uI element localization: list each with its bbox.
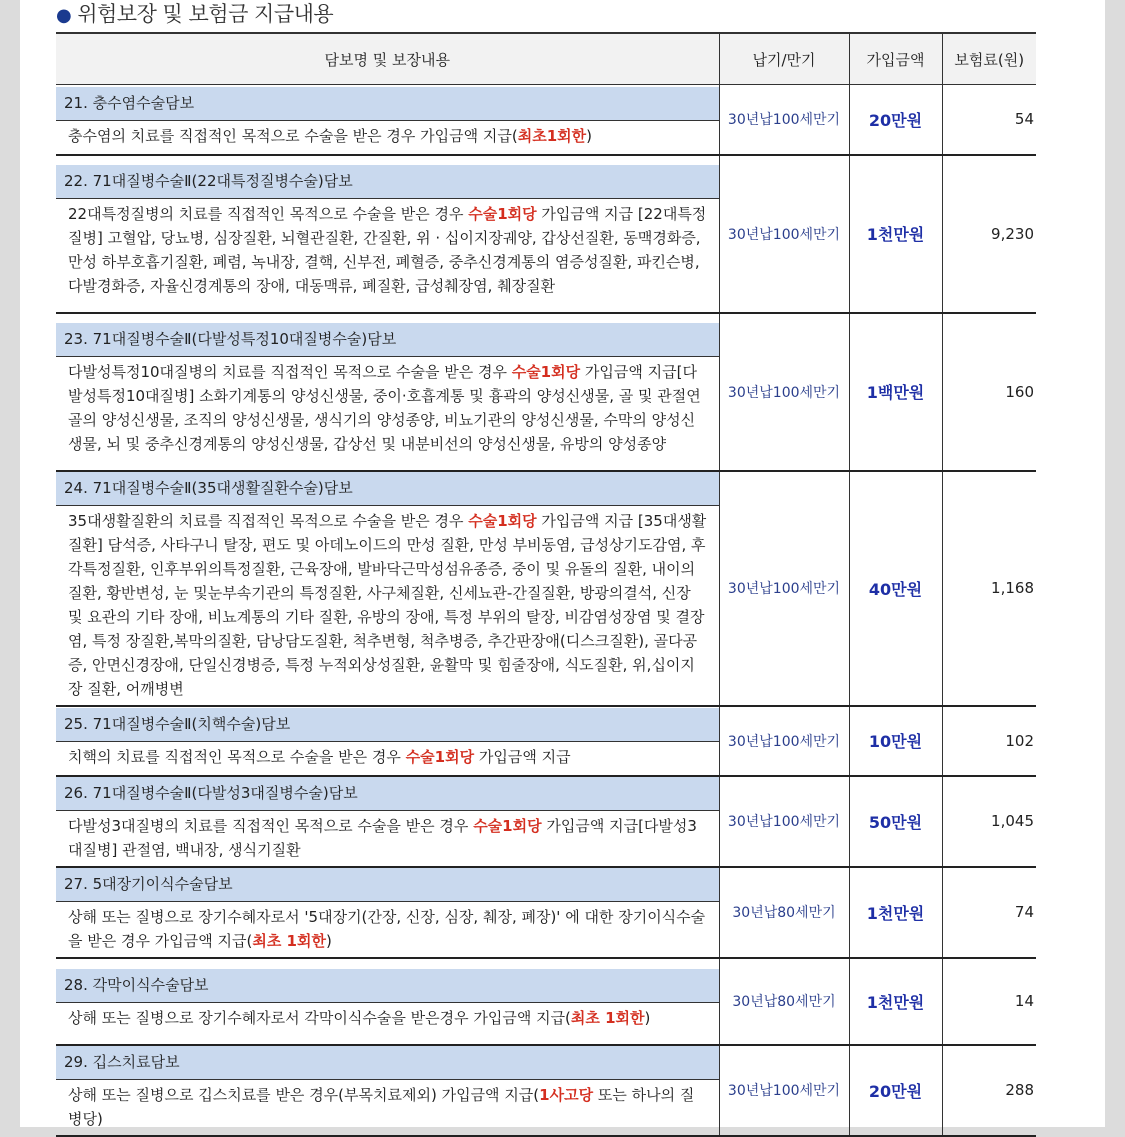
- insured-amount: 40만원: [849, 471, 942, 706]
- payment-term: 30년납80세만기: [719, 867, 849, 958]
- insured-amount: 1백만원: [849, 313, 942, 471]
- coverage-description: [56, 742, 719, 773]
- coverage-name: 24. 71대질병수술Ⅱ(35대생활질환수술)담보: [56, 472, 719, 506]
- description-text: 가입금액 지급[다발성3대질병] 관절염, 백내장, 생식기질환: [68, 816, 697, 859]
- highlight-text: 최초 1회한: [570, 1008, 645, 1027]
- insured-amount: 50만원: [849, 776, 942, 867]
- description-text: ): [325, 931, 332, 950]
- description-text: 22대특정질병의 치료를 직접적인 목적으로 수술을 받은 경우: [68, 205, 469, 223]
- coverage-name: 27. 5대장기이식수술담보: [56, 868, 719, 902]
- description-text: ): [586, 126, 592, 145]
- table-row: [56, 85, 1036, 155]
- highlight-text: 1사고당: [539, 1085, 594, 1104]
- insured-amount: 1천만원: [849, 155, 942, 313]
- table-row: [56, 706, 1036, 776]
- highlight-text: 최초 1회한: [252, 931, 326, 950]
- section-title: [56, 0, 333, 28]
- table-row: [56, 867, 1036, 958]
- table-row: [56, 313, 1036, 471]
- premium-value: 288: [942, 1045, 1036, 1136]
- coverage-name: 25. 71대질병수술Ⅱ(치핵수술)담보: [56, 708, 719, 742]
- highlight-text: 수술1회당: [511, 363, 581, 381]
- description-text: 가입금액 지급: [474, 748, 571, 766]
- description-text: ): [644, 1008, 651, 1027]
- coverage-description: [56, 506, 719, 705]
- coverage-cell: [56, 706, 719, 776]
- premium-value: 1,168: [942, 471, 1036, 706]
- coverage-table: [56, 32, 1036, 1137]
- coverage-cell: [56, 471, 719, 706]
- header-premium: 보험료(원): [942, 33, 1036, 85]
- description-text: 가입금액 지급 [35대생활질환] 담석증, 사타구니 탈장, 편도 및 아데노이드의 만성 질환, 만성 부비동염, 급성상기도감염, 후각특정질환, 인후부위의특정질환, 근육장애, 발바닥근막성섬유종증, 중이 및 유돌의 질환, 내이의 질환, 황반변성, 눈 및눈부속기관의 특정질환, 사구체질환, 신세뇨관-간질질환, 방광의결석, 신장 및 요관의 기타 장애, 비뇨계통의 기타 질환, 유방의 장애, 특정 부위의 탈장, 비감염성장염 및 결장염, 특정 장질환,복막의질환, 담낭담도질환, 척추변형, 척추병증, 추간판장애(디스크질환), 골다공증, 안면신경장애, 단일신경병증, 특정 누적외상성질환, 윤활막 및 힘줄장애, 식도질환, 위,십이지장 질환, 어깨병변: [68, 511, 707, 698]
- coverage-description: [56, 902, 719, 957]
- description-text: 또는 하나의 질병당): [68, 1085, 695, 1128]
- payment-term: 30년납100세만기: [719, 155, 849, 313]
- coverage-description: [56, 1080, 719, 1135]
- payment-term: 30년납100세만기: [719, 85, 849, 155]
- highlight-text: 수술1회당: [473, 816, 542, 835]
- coverage-name: 22. 71대질병수술Ⅱ(22대특정질병수술)담보: [56, 165, 719, 199]
- header-coverage: 담보명 및 보장내용: [56, 33, 719, 85]
- insured-amount: 10만원: [849, 706, 942, 776]
- description-text: 상해 또는 질병으로 장기수혜자로서 각막이식수술을 받은경우 가입금액 지급(: [68, 1008, 571, 1027]
- coverage-cell: [56, 155, 719, 313]
- description-text: 상해 또는 질병으로 장기수혜자로서 '5대장기(간장, 신장, 심장, 췌장, 폐장)' 에 대한 장기이식수술을 받은 경우 가입금액 지급(: [68, 907, 706, 950]
- table-row: [56, 776, 1036, 867]
- coverage-description: [56, 357, 719, 460]
- table-row: [56, 1045, 1036, 1136]
- highlight-text: 최초1회한: [517, 126, 587, 145]
- coverage-name: 26. 71대질병수술Ⅱ(다발성3대질병수술)담보: [56, 777, 719, 811]
- insured-amount: 1천만원: [849, 958, 942, 1045]
- description-text: 35대생활질환의 치료를 직접적인 목적으로 수술을 받은 경우: [68, 511, 469, 530]
- premium-value: 74: [942, 867, 1036, 958]
- premium-value: 1,045: [942, 776, 1036, 867]
- payment-term: 30년납100세만기: [719, 313, 849, 471]
- coverage-name: 29. 깁스치료담보: [56, 1046, 719, 1080]
- description-text: 충수염의 치료를 직접적인 목적으로 수술을 받은 경우 가입금액 지급(: [68, 126, 518, 145]
- description-text: 다발성3대질병의 치료를 직접적인 목적으로 수술을 받은 경우: [68, 816, 474, 835]
- coverage-cell: [56, 313, 719, 471]
- coverage-description: [56, 121, 719, 152]
- coverage-cell: [56, 1045, 719, 1136]
- coverage-description: [56, 811, 719, 866]
- payment-term: 30년납100세만기: [719, 706, 849, 776]
- payment-term: 30년납100세만기: [719, 776, 849, 867]
- header-term: 납기/만기: [719, 33, 849, 85]
- table-header-row: [56, 33, 1036, 85]
- description-text: 가입금액 지급[다발성특정10대질병] 소화기계통의 양성신생물, 중이·호흡계통 및 흉곽의 양성신생물, 골 및 관절연골의 양성신생물, 조직의 양성신생물, 생식기의 양성종양, 비뇨기관의 양성신생물, 수막의 양성신생물, 뇌 및 중추신경계통의 양성신생물, 갑상선 및 내분비선의 양성신생물, 유방의 양성종양: [68, 363, 701, 453]
- table-row: [56, 155, 1036, 313]
- coverage-cell: [56, 867, 719, 958]
- table-row: [56, 958, 1036, 1045]
- premium-value: 54: [942, 85, 1036, 155]
- premium-value: 14: [942, 958, 1036, 1045]
- highlight-text: 수술1회당: [468, 205, 537, 223]
- table-row: [56, 471, 1036, 706]
- header-amount: 가입금액: [849, 33, 942, 85]
- coverage-cell: [56, 85, 719, 155]
- description-text: 다발성특정10대질병의 치료를 직접적인 목적으로 수술을 받은 경우: [68, 363, 512, 381]
- premium-value: 160: [942, 313, 1036, 471]
- insured-amount: 20만원: [849, 1045, 942, 1136]
- insured-amount: 20만원: [849, 85, 942, 155]
- coverage-name: 23. 71대질병수술Ⅱ(다발성특정10대질병수술)담보: [56, 323, 719, 357]
- payment-term: 30년납100세만기: [719, 1045, 849, 1136]
- coverage-description: [56, 199, 719, 302]
- section-title-text: 위험보장 및 보험금 지급내용: [77, 2, 334, 26]
- bullet-icon: ●: [56, 5, 72, 26]
- coverage-cell: [56, 776, 719, 867]
- coverage-name: 28. 각막이식수술담보: [56, 969, 719, 1003]
- coverage-description: [56, 1003, 719, 1034]
- description-text: 치핵의 치료를 직접적인 목적으로 수술을 받은 경우: [68, 748, 406, 766]
- premium-value: 102: [942, 706, 1036, 776]
- description-text: 상해 또는 질병으로 깁스치료를 받은 경우(부목치료제외) 가입금액 지급(: [68, 1085, 540, 1104]
- coverage-cell: [56, 958, 719, 1045]
- highlight-text: 수술1회당: [468, 511, 537, 530]
- highlight-text: 수술1회당: [405, 748, 475, 766]
- payment-term: 30년납80세만기: [719, 958, 849, 1045]
- payment-term: 30년납100세만기: [719, 471, 849, 706]
- premium-value: 9,230: [942, 155, 1036, 313]
- insured-amount: 1천만원: [849, 867, 942, 958]
- coverage-name: 21. 충수염수술담보: [56, 87, 719, 121]
- description-text: 가입금액 지급 [22대특정질병] 고혈압, 당뇨병, 심장질환, 뇌혈관질환, 간질환, 위 · 십이지장궤양, 갑상선질환, 동맥경화증, 만성 하부호흡기질환, 폐렴, 녹내장, 결핵, 신부전, 폐혈증, 중추신경계통의 염증성질환, 파킨슨병, 다발경화증, 자율신경계통의 장애, 대동맥류, 폐질환, 급성췌장염, 췌장질환: [68, 205, 707, 295]
